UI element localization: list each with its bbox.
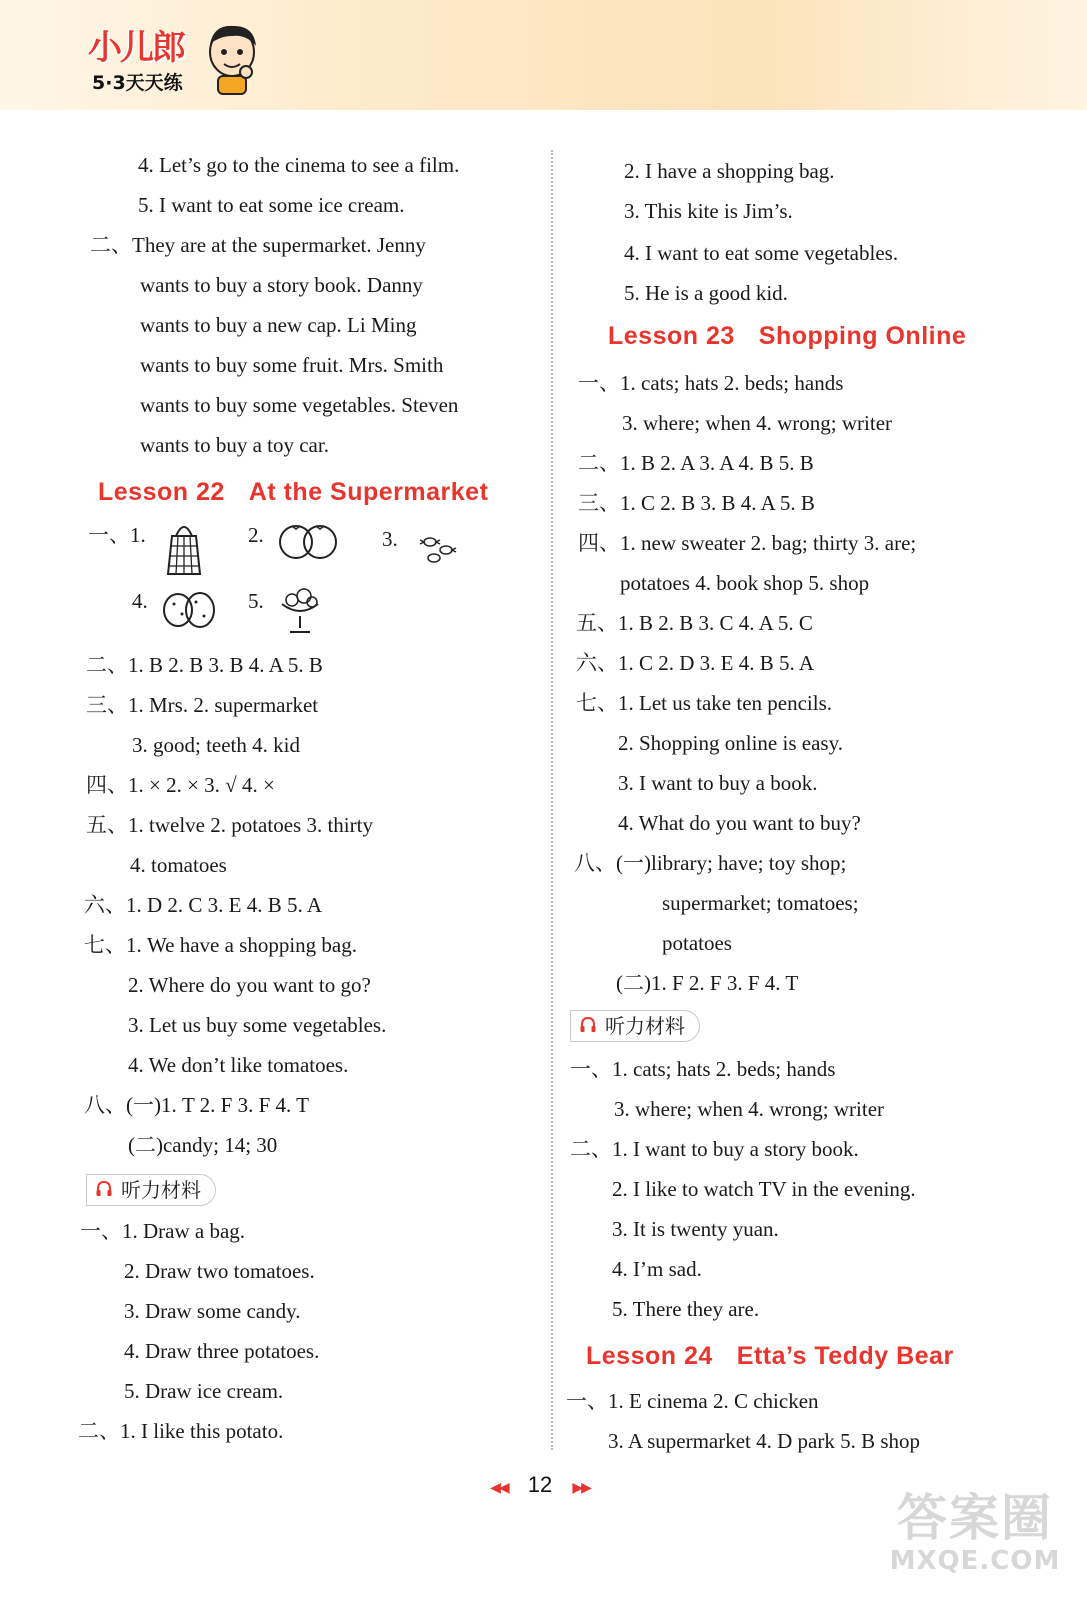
lesson-name: Shopping Online [758, 322, 967, 350]
answer-line: 4. Let’s go to the cinema to see a film. [138, 153, 460, 177]
listening-tag-label: 听力材料 [121, 1178, 201, 1202]
pic-label: 一、1. [88, 523, 146, 547]
answer-line: 二、They are at the supermarket. Jenny [90, 233, 426, 257]
pic-label: 5. [248, 589, 264, 613]
answer-line: wants to buy some vegetables. Steven [140, 393, 459, 417]
brand-subtitle: 5·3天天练 [92, 72, 183, 94]
answer-line: 六、1. C 2. D 3. E 4. B 5. A [576, 651, 815, 675]
answer-line: 三、1. Mrs. 2. supermarket [86, 693, 319, 717]
answer-line: 五、1. twelve 2. potatoes 3. thirty [86, 813, 373, 837]
answer-line: 2. Shopping online is easy. [618, 731, 843, 755]
answer-line: potatoes 4. book shop 5. shop [620, 571, 870, 595]
answer-line: potatoes [662, 931, 732, 955]
potatoes-icon [160, 586, 220, 632]
listening-line: 4. I’m sad. [612, 1257, 702, 1281]
answer-line: 4. What do you want to buy? [618, 811, 861, 835]
prev-arrow-icon: ◀◀ [490, 1479, 508, 1495]
lesson-number: Lesson 22 [98, 478, 225, 506]
answer-line: 七、1. We have a shopping bag. [84, 933, 357, 957]
answer-line: 3. good; teeth 4. kid [132, 733, 300, 757]
listening-tag [86, 1174, 216, 1206]
lesson-name: Etta’s Teddy Bear [736, 1342, 954, 1370]
answer-line: wants to buy a toy car. [140, 433, 329, 457]
listening-line: 一、1. Draw a bag. [80, 1219, 246, 1243]
listening-line: 一、1. cats; hats 2. beds; hands [570, 1057, 836, 1081]
page-number: 12 [527, 1472, 553, 1497]
listening-line: 3. where; when 4. wrong; writer [614, 1097, 885, 1121]
answer-line: (二)1. F 2. F 3. F 4. T [616, 971, 799, 995]
listening-line: 2. Draw two tomatoes. [124, 1259, 315, 1283]
answer-line: 六、1. D 2. C 3. E 4. B 5. A [84, 893, 323, 917]
brand-logo [78, 20, 268, 100]
listening-line: 4. Draw three potatoes. [124, 1339, 320, 1363]
pic-label: 4. [132, 589, 148, 613]
answer-line: (二)candy; 14; 30 [128, 1133, 278, 1157]
answer-line: 八、(一)library; have; toy shop; [574, 851, 847, 875]
lesson-name: At the Supermarket [248, 478, 489, 506]
watermark [880, 1478, 1070, 1598]
answer-line: 2. Where do you want to go? [128, 973, 371, 997]
answer-line: 5. I want to eat some ice cream. [138, 193, 405, 217]
headphones-icon [95, 1180, 113, 1198]
answer-line: 五、1. B 2. B 3. C 4. A 5. C [576, 611, 813, 635]
answer-line: 3. A supermarket 4. D park 5. B shop [608, 1429, 921, 1453]
pic-label: 2. [248, 523, 264, 547]
tomatoes-icon [276, 520, 340, 560]
lesson-23-title [608, 322, 966, 351]
answer-line: 4. We don’t like tomatoes. [128, 1053, 349, 1077]
answer-line: wants to buy some fruit. Mrs. Smith [140, 353, 444, 377]
answer-line: 3. This kite is Jim’s. [624, 199, 793, 223]
lesson-22-title [98, 478, 488, 507]
headphones-icon [579, 1016, 597, 1034]
answer-line: 七、1. Let us take ten pencils. [576, 691, 833, 715]
answer-line: 四、1. new sweater 2. bag; thirty 3. are; [578, 531, 917, 555]
answer-line: 一、1. E cinema 2. C chicken [566, 1389, 819, 1413]
answer-line: 3. where; when 4. wrong; writer [622, 411, 893, 435]
listening-tag [570, 1010, 700, 1042]
listening-line: 3. It is twenty yuan. [612, 1217, 779, 1241]
brand-name: 小儿郎 [88, 28, 184, 68]
answer-line: 八、(一)1. T 2. F 3. F 4. T [84, 1093, 309, 1117]
answer-line: 3. I want to buy a book. [618, 771, 818, 795]
listening-line: 5. There they are. [612, 1297, 760, 1321]
lesson-number: Lesson 23 [608, 322, 735, 350]
answer-line: 4. tomatoes [130, 853, 227, 877]
answer-line: 四、1. × 2. × 3. √ 4. × [86, 773, 275, 797]
answer-line: 二、1. B 2. A 3. A 4. B 5. B [578, 451, 814, 475]
lesson-number: Lesson 24 [586, 1342, 713, 1370]
answer-line: supermarket; tomatoes; [662, 891, 859, 915]
listening-line: 二、1. I want to buy a story book. [570, 1137, 859, 1161]
answer-line: 5. He is a good kid. [624, 281, 788, 305]
listening-line: 5. Draw ice cream. [124, 1379, 284, 1403]
watermark-text: 答案圈 [897, 1489, 1053, 1547]
next-arrow-icon: ▶▶ [572, 1479, 590, 1495]
page-footer [470, 1470, 610, 1500]
listening-line: 二、1. I like this potato. [78, 1419, 284, 1443]
answer-line: 二、1. B 2. B 3. B 4. A 5. B [86, 653, 323, 677]
answer-line: 三、1. C 2. B 3. B 4. A 5. B [578, 491, 815, 515]
answer-line: 一、1. cats; hats 2. beds; hands [578, 371, 844, 395]
answer-line: 2. I have a shopping bag. [624, 159, 835, 183]
watermark-url: MXQE.COM [889, 1546, 1061, 1576]
answer-line: 3. Let us buy some vegetables. [128, 1013, 387, 1037]
answer-line: 4. I want to eat some vegetables. [624, 241, 899, 265]
ice-cream-icon [276, 586, 324, 636]
answer-line: wants to buy a new cap. Li Ming [140, 313, 417, 337]
answer-line: wants to buy a story book. Danny [140, 273, 423, 297]
column-divider [551, 150, 553, 1450]
lesson-24-title [586, 1342, 954, 1371]
mascot-icon [202, 22, 262, 98]
bag-icon [162, 518, 206, 578]
pic-label: 3. [382, 527, 398, 551]
listening-tag-label: 听力材料 [605, 1014, 685, 1038]
listening-line: 3. Draw some candy. [124, 1299, 301, 1323]
listening-line: 2. I like to watch TV in the evening. [612, 1177, 916, 1201]
candy-icon [414, 530, 464, 566]
